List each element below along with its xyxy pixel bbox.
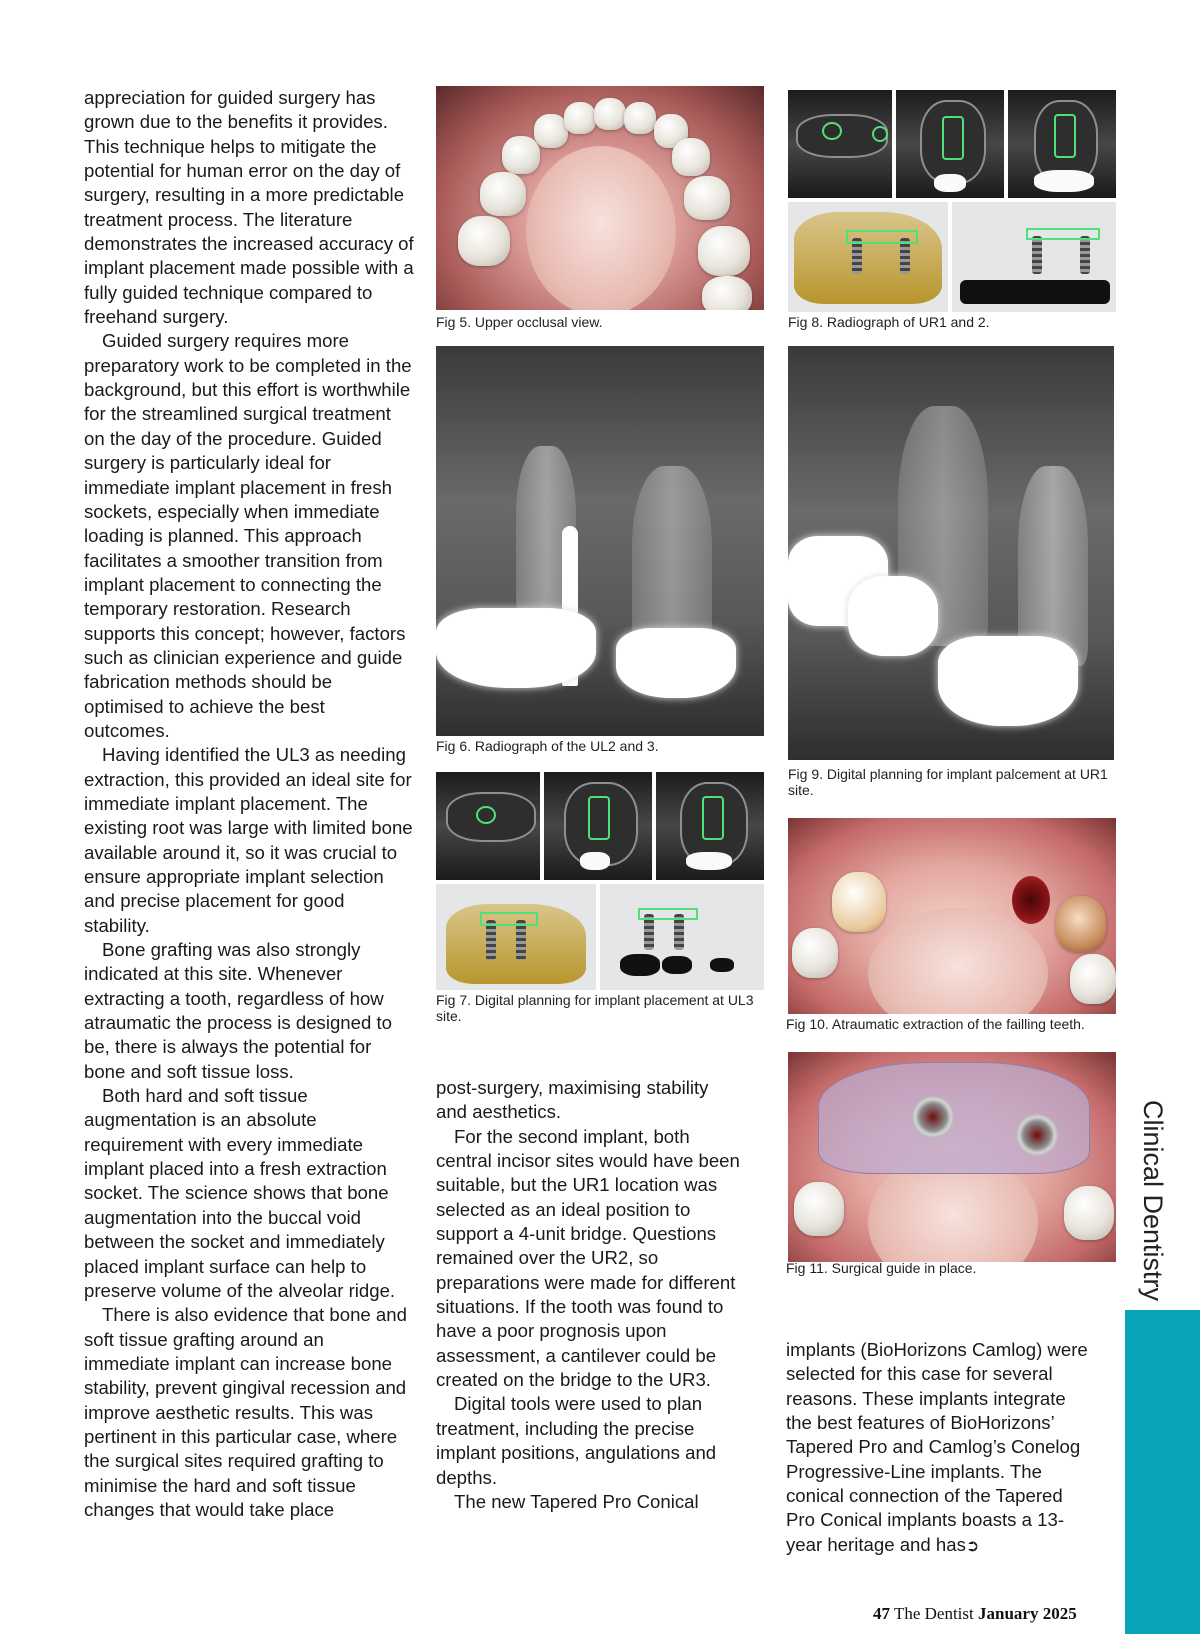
bridge-crown [436, 608, 596, 688]
body-paragraph: Guided surgery requires more preparatory work to be completed in the background, but this effort is worthwhile for the streamlined surgical treatment on the day of the procedure. Guided surgery is particularly ideal for immediate implant placement in fresh sockets, especially when immediate loading is planned. This approach facilitates a smoother transition from implant placement to connecting the temporary restoration. Research supports this concept; however, factors such as clinician experience and guide fabrication methods should be optimised to achieve the best outcomes. [84, 330, 412, 741]
tooth [534, 114, 568, 148]
implant-screw [486, 920, 496, 960]
implant-outline [1054, 114, 1076, 158]
tooth [458, 216, 510, 266]
fig6-radiograph [436, 346, 764, 736]
section-label: Clinical Dentistry [1138, 1100, 1168, 1302]
fig8-radiograph [788, 90, 1116, 312]
tooth [672, 138, 710, 176]
guide-outline [480, 912, 538, 926]
restoration [1034, 170, 1094, 192]
guide-sleeve [912, 1096, 954, 1138]
body-paragraph: Bone grafting was also strongly indicated at this site. Whenever extracting a tooth, regardless of how atraumatic the process is designed to be, there is always the potential for bone and soft tissue loss. [84, 939, 392, 1082]
page-footer [873, 1604, 1077, 1624]
body-paragraph: Having identified the UL3 as needing extraction, this provided an ideal site for immediate implant placement. The existing root was large with limited bone available around it, so it was crucial to ensure appropriate implant selection and precise placement for good stability. [84, 744, 413, 936]
tooth [1070, 954, 1116, 1004]
ct-slice [896, 90, 1004, 198]
implant-outline [872, 126, 888, 142]
tooth [564, 102, 596, 134]
restoration [686, 852, 732, 870]
tooth [792, 928, 838, 978]
body-paragraph: Digital tools were used to plan treatment, including the precise implant positions, angulations and depths. [436, 1393, 717, 1488]
restoration [580, 852, 610, 870]
pano-view [952, 202, 1116, 312]
fig9-radiograph [788, 346, 1114, 760]
body-text: implants (BioHorizons Camlog) were selected for this case for several reasons. These implants integrate the best features of BioHorizons’ Tapered Pro and Camlog’s Conelog Progressive-Line implants. The conical connection of the Tapered Pro Conical implants boasts a 13-year heritage and has [786, 1339, 1088, 1555]
implant-outline [702, 796, 724, 840]
implant-screw [516, 920, 526, 960]
bone-model [794, 212, 942, 304]
implant-outline [588, 796, 610, 840]
3d-model-view [788, 202, 948, 312]
implant-screw [1080, 236, 1090, 274]
publication-name: The Dentist [893, 1604, 974, 1623]
issue-date: January 2025 [978, 1604, 1077, 1623]
tooth [1064, 1186, 1114, 1240]
guide-outline [638, 908, 698, 920]
bridge-crown [848, 576, 938, 656]
ct-slice [544, 772, 652, 880]
tooth [702, 276, 752, 310]
fig6-caption: Fig 6. Radiograph of the UL2 and 3. [436, 738, 659, 754]
tooth [594, 98, 626, 130]
tooth [832, 872, 886, 932]
restoration [934, 174, 966, 192]
body-paragraph: For the second implant, both central incisor sites would have been suitable, but the UR1 location was selected as an ideal position to support a 4-unit bridge. Questions remained over the UR2, so preparations were made for different situations. If the tooth was found to have a poor prognosis upon assessment, a cantilever could be created on the bridge to the UR3. [436, 1125, 740, 1391]
tooth-shadow [620, 954, 660, 976]
tooth [698, 226, 750, 276]
ct-slice [656, 772, 764, 880]
tooth [624, 102, 656, 134]
fig11-caption: Fig 11. Surgical guide in place. [786, 1260, 977, 1276]
tooth [480, 172, 526, 216]
ct-slice [788, 90, 892, 198]
tooth-shadow [960, 280, 1110, 304]
fig5-caption: Fig 5. Upper occlusal view. [436, 314, 603, 330]
implant-outline [476, 806, 496, 824]
fig7-caption: Fig 7. Digital planning for implant placement at UL3 site. [436, 992, 754, 1024]
fig10-caption: Fig 10. Atraumatic extraction of the failling teeth. [786, 1016, 1085, 1032]
bridge-crown [938, 636, 1078, 726]
fig7-digital-planning [436, 772, 764, 990]
tooth [794, 1182, 844, 1236]
tooth [684, 176, 730, 220]
pano-view [600, 884, 764, 990]
tooth [502, 136, 540, 174]
body-paragraph: appreciation for guided surgery has grown due to the benefits it provides. This technique helps to mitigate the potential for human error on the day of surgery, resulting in a more predictable treatment process. The literature demonstrates the increased accuracy of implant placement made possible with a fully guided technique compared to freehand surgery. [84, 87, 414, 328]
body-paragraph: Both hard and soft tissue augmentation is an absolute requirement with every immediate implant placed into a fresh extraction socket. The science shows that bone augmentation into the buccal void between the socket and immediately placed implant surface can help to preserve volume of the alveolar ridge. [84, 1085, 396, 1301]
article-column-3 [786, 1338, 1096, 1559]
body-paragraph: There is also evidence that bone and soft tissue grafting around an immediate implant can increase bone stability, prevent gingival recession and improve aesthetic results. This was pertinent in this particular case, where the surgical sites required grafting to minimise the hard and soft tissue changes that would take place [84, 1304, 407, 1520]
section-color-bar [1125, 1310, 1200, 1634]
article-column-2 [436, 1076, 740, 1514]
fig10-extraction-photo [788, 818, 1116, 1014]
extraction-socket [1012, 876, 1050, 924]
body-paragraph: post-surgery, maximising stability and aesthetics. [436, 1077, 709, 1123]
implant-outline [942, 116, 964, 160]
guide-sleeve [1016, 1114, 1058, 1156]
fig5-occlusal-photo [436, 86, 764, 310]
tooth-shadow [710, 958, 734, 972]
body-paragraph [786, 1338, 1096, 1559]
bridge-crown [616, 628, 736, 698]
guide-outline [846, 230, 918, 244]
tooth-shadow [662, 956, 692, 974]
fig9-caption: Fig 9. Digital planning for implant palcement at UR1 site. [788, 766, 1108, 798]
guide-outline [1026, 228, 1100, 240]
ct-slice [436, 772, 540, 880]
implant-outline [822, 122, 842, 140]
3d-model-view [436, 884, 596, 990]
ct-slice [1008, 90, 1116, 198]
article-column-1 [84, 86, 414, 1522]
palate [526, 146, 676, 310]
continue-arrow-icon: ➲ [965, 1537, 980, 1555]
implant-screw [1032, 236, 1042, 274]
page-number: 47 [873, 1604, 890, 1623]
tooth [1056, 896, 1106, 952]
body-paragraph: The new Tapered Pro Conical [454, 1490, 699, 1512]
fig8-caption: Fig 8. Radiograph of UR1 and 2. [788, 314, 990, 330]
fig11-surgical-guide-photo [788, 1052, 1116, 1262]
palate [868, 908, 1048, 1014]
